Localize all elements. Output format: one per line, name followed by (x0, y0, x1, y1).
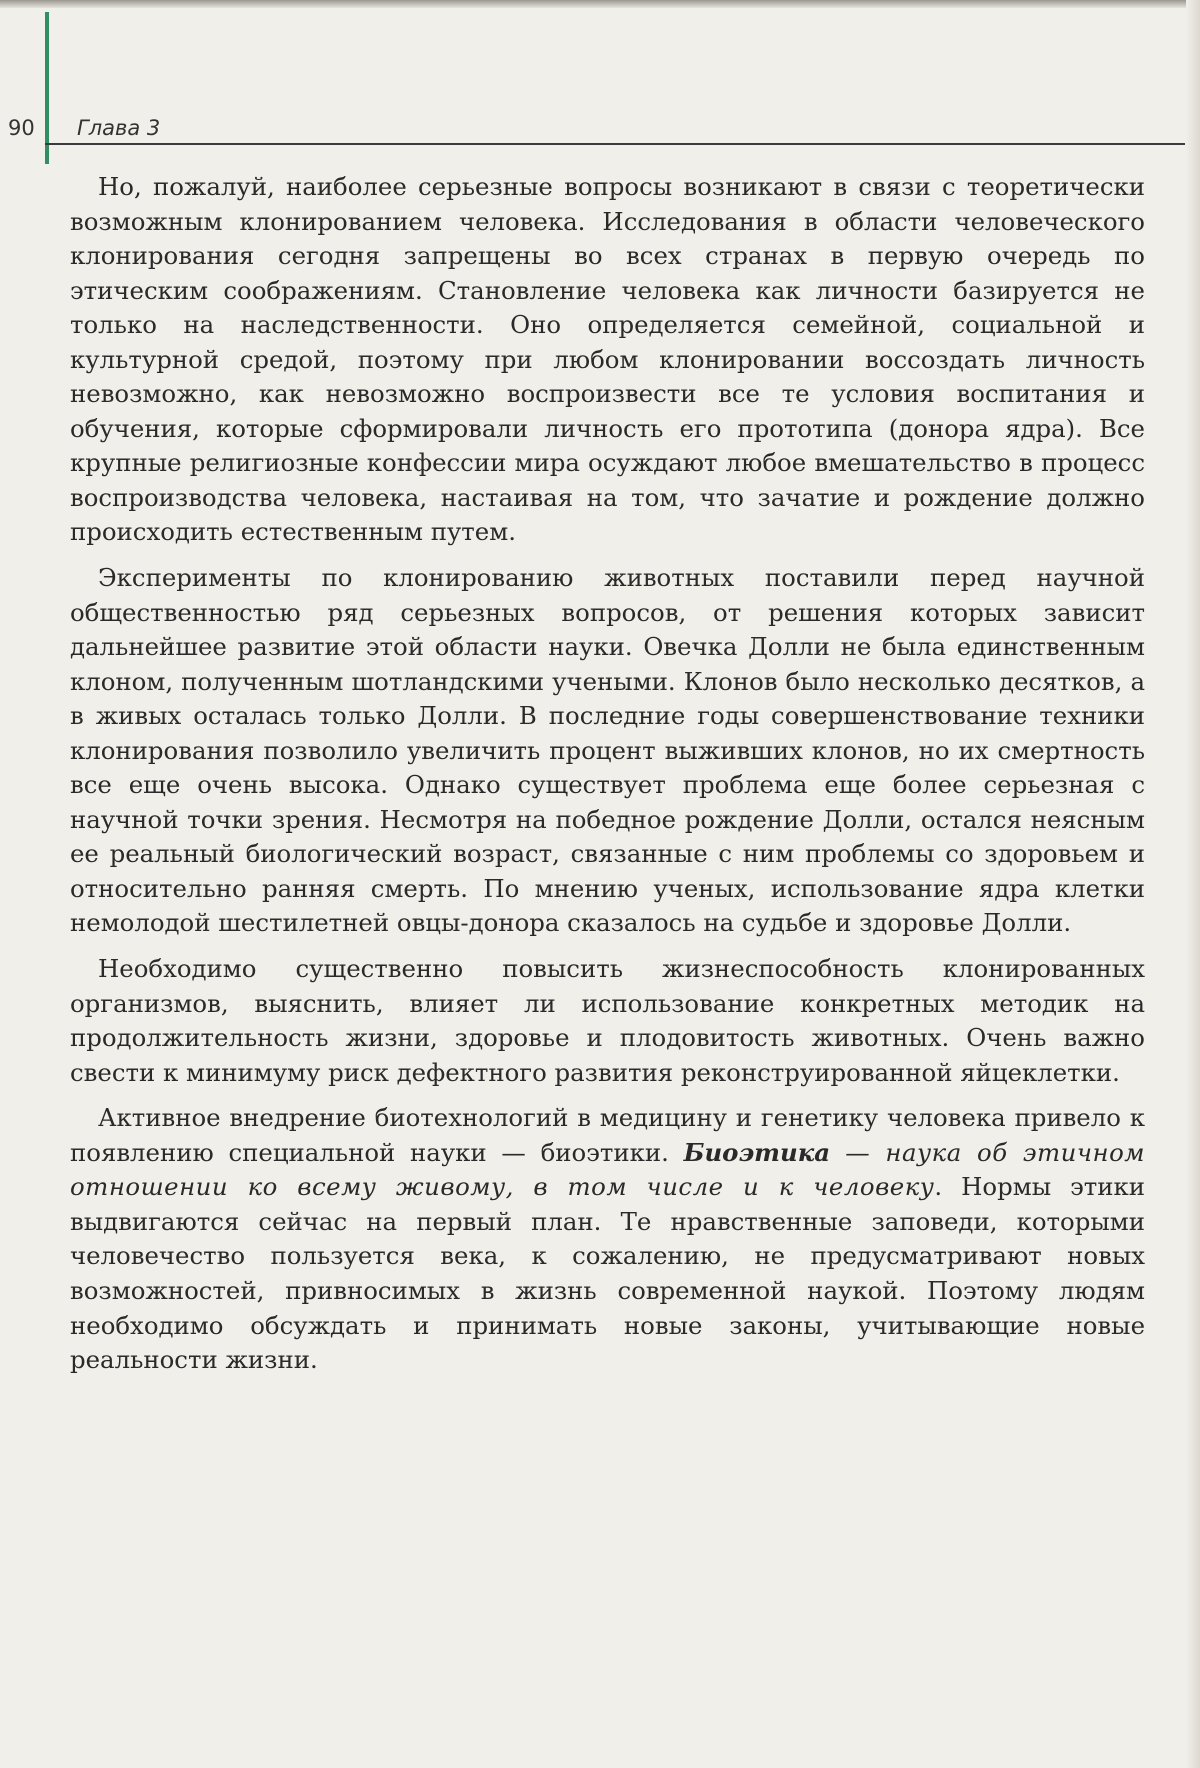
paragraph-4-rest: . Нормы этики выдвигаются сейчас на первый план. Те нравственные заповеди, которыми человечество пользуется века, к сожалению, не предусматривают новых возможностей, привносимых в жизнь современной наукой. Поэтому людям необходимо обсуждать и принимать новые законы, учитывающие новые реальности жизни. (70, 1172, 1145, 1375)
bioethics-definition: — наука об этичном отношении ко всему живому, в том числе и к человеку (70, 1137, 1145, 1202)
page-top-edge (0, 0, 1200, 8)
running-header-chapter: Глава 3 (77, 116, 161, 140)
page-number: 90 (8, 116, 35, 140)
header-rule (45, 143, 1185, 145)
paragraph-1: Но, пожалуй, наиболее серьезные вопросы возникают в связи с теоретически возможным клонированием человека. Исследования в области человеческого клонирования сегодня запрещены во всех странах в первую очередь по этическим соображениям. Становление человека как личности базируется не только на наследственности. Оно определяется семейной, социальной и культурной средой, поэтому при любом клонировании воссоздать личность невозможно, как невозможно воспроизвести все те условия воспитания и обучения, которые сформировали личность его прототипа (донора ядра). Все крупные религиозные конфессии мира осуждают любое вмешательство в процесс воспроизводства человека, настаивая на том, что зачатие и рождение должно происходить естественным путем. (70, 172, 1145, 547)
paragraph-2: Эксперименты по клонированию животных поставили перед научной общественностью ряд серьезных вопросов, от решения которых зависит дальнейшее развитие этой области науки. Овечка Долли не была единственным клоном, полученным шотландскими учеными. Клонов было несколько десятков, а в живых осталась только Долли. В последние годы совершенствование техники клонирования позволило увеличить процент выживших клонов, но их смертность все еще очень высока. Однако существует проблема еще более серьезная с научной точки зрения. Несмотря на победное рождение Долли, остался неясным ее реальный биологический возраст, связанные с ним проблемы со здоровьем и относительно ранняя смерть. По мнению ученых, использование ядра клетки немолодой шестилетней овцы-донора сказалось на судьбе и здоровье Долли. (70, 563, 1145, 938)
chapter-marker-bar (45, 12, 49, 164)
paragraph-3: Необходимо существенно повысить жизнеспособность клонированных организмов, выяснить, влияет ли использование конкретных методик на продолжительность жизни, здоровье и плодовитость животных. Очень важно свести к минимуму риск дефектного развития реконструированной яйцеклетки. (70, 954, 1145, 1087)
body-text (70, 170, 1145, 1389)
bioethics-term: Биоэтика (683, 1137, 831, 1167)
paragraph-4-intro: Активное внедрение биотехнологий в медицину и генетику человека привело к появлению специальной науки — биоэтики. (70, 1103, 1145, 1167)
page-right-edge (1186, 0, 1200, 1768)
paragraph-4 (70, 1101, 1145, 1377)
